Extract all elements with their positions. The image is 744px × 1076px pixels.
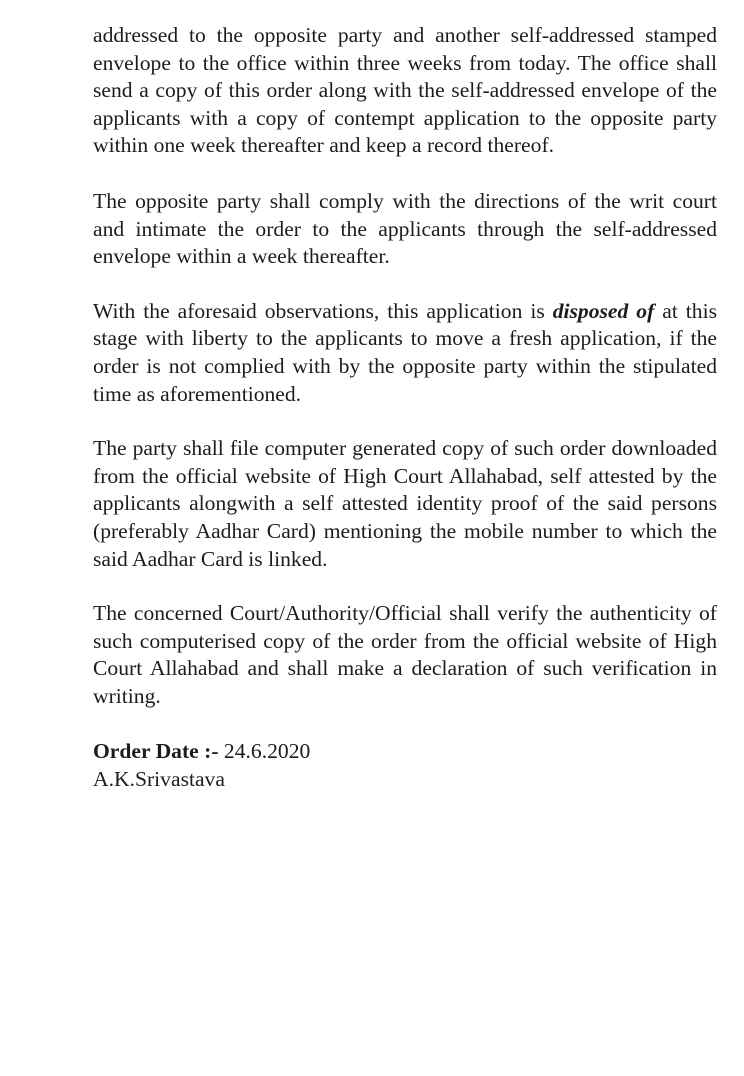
order-date-line [93, 737, 717, 765]
paragraph-disposal [93, 298, 717, 408]
disposal-text-before: With the aforesaid observations, this application is [93, 298, 553, 323]
signatory-name: A.K.Srivastava [93, 767, 225, 792]
order-date-value: 24.6.2020 [223, 739, 311, 764]
document-page [93, 22, 717, 793]
paragraph-compliance-direction: The opposite party shall comply with the directions of the writ court and intimate the order to the applicants through the self-addressed envelope within a week thereafter. [93, 188, 717, 269]
order-date-label: Order Date :- [93, 739, 219, 764]
disposal-text-after: at this stage with liberty to the applicants to move a fresh application, if the order is not complied with by the opposite party within the stipulated time as aforementioned. [93, 298, 717, 406]
paragraph-service-instructions: addressed to the opposite party and another self-addressed stamped envelope to the office within three weeks from today. The office shall send a copy of this order along with the self-addressed envelope of the applicants with a copy of contempt application to the opposite party within one week thereafter and keep a record thereof. [93, 23, 717, 158]
paragraph-computer-copy: The party shall file computer generated copy of such order downloaded from the official website of High Court Allahabad, self attested by the applicants alongwith a self attested identity proof of the said persons (preferably Aadhar Card) mentioning the mobile number to which the said Aadhar Card is linked. [93, 436, 717, 571]
disposed-of-emphasis: disposed of [552, 298, 655, 323]
paragraph-verification: The concerned Court/Authority/Official shall verify the authenticity of such computerised copy of the order from the official website of High Court Allahabad and shall make a declaration of such verification in writing. [93, 601, 717, 708]
